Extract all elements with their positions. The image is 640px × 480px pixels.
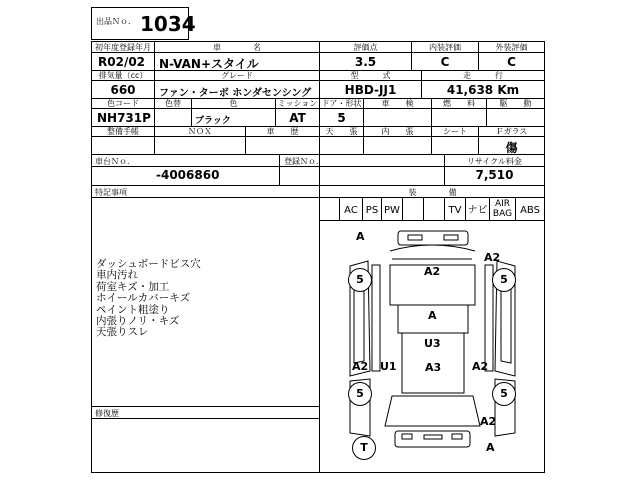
equip-ps: PS [365,205,379,216]
lot-number: 1034 [140,12,196,36]
spare-tire: T [352,436,376,460]
maintenance-book-label: 整備手帳 [107,127,139,136]
note-line: 天張りスレ [96,326,149,339]
mark-left-side: A2 [352,360,369,373]
drive-label: 駆 動 [499,99,532,108]
mark-front-right-fender: A2 [484,251,501,264]
registration-label: 登録Ｎｏ． [284,157,324,166]
mark-right-side: A2 [472,360,489,373]
model-value: HBD-JJ1 [344,83,397,97]
model-label: 型 式 [350,71,391,80]
displacement-value: 660 [110,83,136,97]
color-code-label: 色コード [107,99,139,108]
front-glass-value: 傷 [505,141,518,155]
mark-rear-right: A2 [480,415,497,428]
door-value: 5 [337,111,346,125]
mark-left-door: U1 [380,360,397,373]
seat-label: シート [443,127,467,136]
front-glass-label: Ｆガラス [495,127,528,136]
mark-roof-front: A [428,309,437,322]
note-line: ダッシュボードビス穴 [96,258,201,270]
interior-trim-label: 内 張 [381,127,414,136]
inspection-label: 車 検 [381,99,414,108]
equip-ac: AC [344,205,358,216]
mark-cargo: A3 [425,361,442,374]
note-line: 荷室キズ・加工 [96,280,170,293]
equip-abs: ABS [520,205,540,216]
color-label: 色 [229,99,238,108]
grade-value: ファン・ターボ ホンダセンシング [159,88,312,99]
equip-airbag: AIR BAG [492,199,513,219]
mark-hood: A2 [424,265,441,278]
car-name-value: N-VAN+スタイル [159,57,259,71]
note-line: ホイールカバーキズ [96,292,191,305]
car-name-label: 車 名 [213,43,261,52]
mark-front-bumper: A [356,230,365,243]
grade-label: グレード [221,71,253,80]
score-label: 評価点 [353,43,378,52]
note-line: 内張りノリ・キズ [96,315,180,328]
mark-roof: U3 [424,337,441,350]
equip-tv: TV [448,205,462,216]
first-registration-value: R02/02 [98,55,146,69]
door-label: ドア・形状 [321,99,362,108]
first-registration-label: 初年度登録年月 [95,43,151,52]
score-value: 3.5 [354,55,377,69]
tire-front-right: 5 [492,268,516,292]
tire-front-left: 5 [348,268,372,292]
exterior-score-label: 外装評価 [495,43,528,52]
color-change-label: 色替 [165,99,181,108]
interior-score-label: 内装評価 [429,43,461,52]
chassis-value: -4006860 [156,168,220,182]
repair-history-label: 修復歴 [95,409,119,418]
car-history-label: 車 歴 [266,127,299,136]
mission-label: ミッション [277,99,318,108]
notes-list [96,259,201,339]
equipment-label: 装 備 [408,188,457,197]
interior-score-value: C [440,55,450,69]
mark-rear-bumper: A [486,441,495,454]
recycle-fee-label: リサイクル料金 [467,157,522,166]
tire-rear-right: 5 [492,382,516,406]
color-value: ブラック [195,116,231,126]
tire-rear-left: 5 [348,382,372,406]
nox-label: ＮＯＸ [188,127,212,136]
mileage-label: 走 行 [463,71,503,80]
note-line: 車内汚れ [96,269,138,282]
color-code-value: NH731P [97,111,151,125]
mission-value: AT [289,111,306,125]
displacement-label: 排気量（cc） [98,71,148,80]
note-line: ペイント粗塗り [96,303,170,316]
roof-lining-label: 天 張 [325,127,358,136]
equip-pw: PW [384,205,400,216]
lot-label: 出品Ｎｏ． [96,17,136,26]
recycle-fee-value: 7,510 [475,168,514,182]
notes-label: 特記事項 [95,188,127,197]
fuel-label: 燃 料 [443,99,475,108]
mileage-value: 41,638 Km [446,83,520,97]
chassis-label: 車台Ｎｏ． [95,157,135,166]
equip-navi: ナビ [467,205,488,216]
exterior-score-value: C [507,55,516,69]
